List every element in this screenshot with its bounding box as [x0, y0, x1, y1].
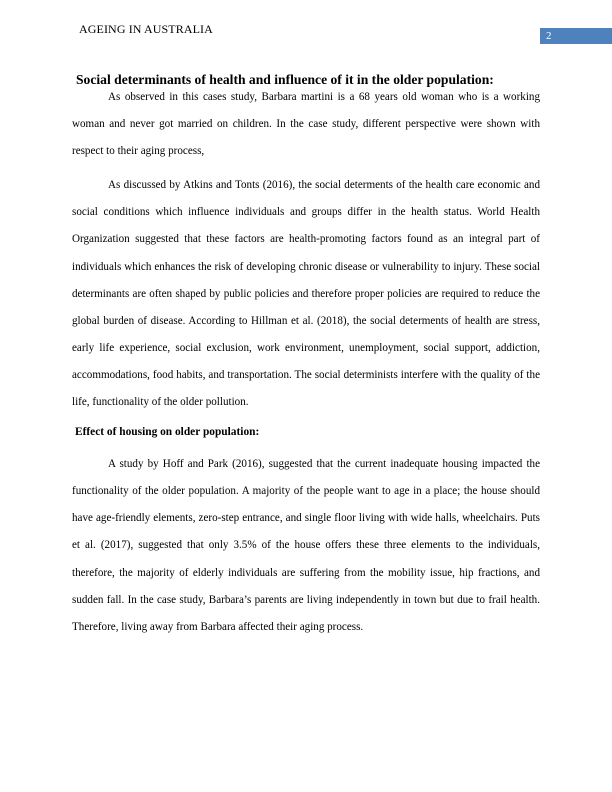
paragraph-housing: A study by Hoff and Park (2016), suggested that the current inadequate housing impacted the functionality of the older population. A majority of the people want to age in a place; the house should have age-friendly elements, zero-step entrance, and single floor living with wide halls, wheelchairs. Puts et al. (2017), suggested that only 3.5% of the house offers these three elements to the individuals, therefore, the majority of elderly individuals are suffering from the mobility issue, hip fractions, and sudden fall. In the case study, Barbara’s parents are living independently in town but due to frail health. Therefore, living away from Barbara affected their aging process. — [72, 458, 540, 633]
section-heading-social-determinants: Social determinants of health and influence of it in the older population: — [76, 72, 494, 87]
page-number-badge: 2 — [540, 28, 612, 44]
section-heading-housing: Effect of housing on older population: — [75, 426, 260, 439]
running-header: AGEING IN AUSTRALIA — [79, 22, 213, 36]
paragraph-case-study-intro: As observed in this cases study, Barbara martini is a 68 years old woman who is a working woman and never got married on children. In the case study, different perspective were shown with respect to their aging process, — [72, 91, 540, 158]
paragraph-social-determinants: As discussed by Atkins and Tonts (2016), the social determents of the health care economic and social conditions which influence individuals and groups differ in the health status. World Health Organization suggested that these factors are health-promoting factors found as an integral part of individuals which enhances the risk of developing chronic disease or vulnerability to injury. These social determinants are often shaped by public policies and therefore proper policies are required to reduce the global burden of disease. According to Hillman et al. (2018), the social determents of health are stress, early life experience, social exclusion, work environment, unemployment, social support, addiction, accommodations, food habits, and transportation. The social determinists interfere with the quality of the life, functionality of the older pollution. — [72, 179, 540, 409]
document-body — [72, 71, 540, 641]
